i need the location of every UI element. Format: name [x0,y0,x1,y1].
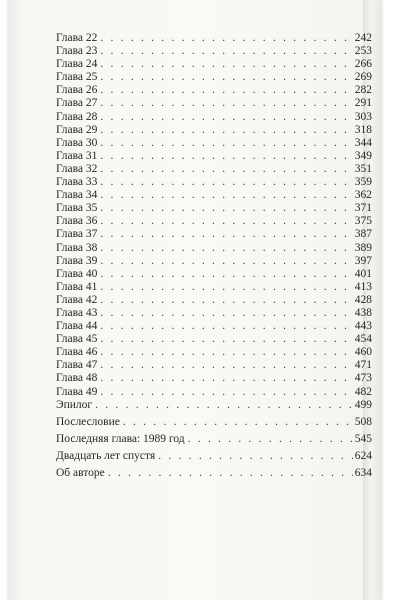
toc-entry-title: Эпилог [56,398,93,411]
toc-entry [56,399,372,412]
toc-entry-title: Глава 28 [56,110,98,123]
toc-entry-page: 266 [354,58,372,71]
toc-entry [56,215,372,228]
toc-entry [56,45,372,58]
toc-entry [56,137,372,150]
toc-entry-page: 473 [354,372,372,385]
toc-entry-title: Глава 41 [56,280,98,293]
toc-entry-title: Глава 24 [56,58,98,71]
toc-entry-page: 269 [354,71,372,84]
toc-entry-page: 499 [354,398,372,411]
toc-entry-page: 344 [354,136,372,149]
toc-leader-dots [100,333,353,346]
table-of-contents [56,32,372,480]
toc-entry [56,97,372,110]
toc-entry [56,176,372,189]
toc-leader-dots [158,450,353,463]
toc-entry-page: 389 [354,241,372,254]
toc-leader-dots [100,58,353,71]
toc-entry-title: Глава 26 [56,84,98,97]
toc-leader-dots [100,97,353,110]
toc-entry-title: Глава 25 [56,71,98,84]
toc-leader-dots [123,416,353,429]
toc-entry-page: 387 [354,228,372,241]
toc-entry [56,202,372,215]
toc-entry [56,450,372,463]
toc-entry [56,294,372,307]
toc-entry-title: Глава 40 [56,267,98,280]
toc-entry-title: Глава 31 [56,149,98,162]
toc-entry-title: Глава 36 [56,215,98,228]
toc-leader-dots [100,124,353,137]
toc-leader-dots [100,189,353,202]
toc-entry-page: 428 [354,293,372,306]
toc-entry [56,268,372,281]
toc-leader-dots [108,467,353,480]
toc-entry-title: Глава 30 [56,136,98,149]
toc-leader-dots [100,45,353,58]
toc-entry [56,32,372,45]
toc-entry-page: 359 [354,176,372,189]
toc-entry [56,163,372,176]
toc-entry-title: Глава 49 [56,385,98,398]
toc-entry-page: 624 [354,449,372,462]
toc-leader-dots [100,150,353,163]
toc-entry [56,111,372,124]
toc-entry-page: 401 [354,267,372,280]
toc-entry-title: Последняя глава: 1989 год [56,432,185,445]
toc-entry-page: 413 [354,280,372,293]
toc-entry [56,433,372,446]
toc-entry-page: 351 [354,162,372,175]
toc-entry-title: Глава 45 [56,333,98,346]
toc-entry [56,333,372,346]
toc-entry-page: 253 [354,45,372,58]
toc-leader-dots [95,399,353,412]
toc-entry [56,467,372,480]
toc-leader-dots [100,176,353,189]
toc-entry [56,416,372,429]
toc-entry-title: Глава 46 [56,346,98,359]
toc-entry [56,386,372,399]
toc-entry [56,307,372,320]
toc-entry-page: 443 [354,320,372,333]
toc-entry-page: 454 [354,333,372,346]
toc-entry-title: Послесловие [56,415,120,428]
toc-leader-dots [100,268,353,281]
toc-entry-page: 291 [354,97,372,110]
toc-leader-dots [100,281,353,294]
toc-entry-title: Глава 27 [56,97,98,110]
toc-entry-page: 349 [354,149,372,162]
toc-entry-title: Глава 34 [56,189,98,202]
toc-entry [56,71,372,84]
toc-entry-page: 545 [354,432,372,445]
toc-entry [56,359,372,372]
toc-entry-page: 634 [354,467,372,479]
toc-entry-title: Глава 35 [56,202,98,215]
toc-entry-title: Двадцать лет спустя [56,449,156,462]
toc-entry-title: Глава 32 [56,162,98,175]
toc-entry [56,150,372,163]
toc-leader-dots [100,215,353,228]
toc-entry [56,58,372,71]
toc-entry-page: 282 [354,84,372,97]
toc-entry-title: Глава 22 [56,32,98,44]
toc-entry-title: Глава 37 [56,228,98,241]
toc-entry [56,228,372,241]
toc-entry-page: 508 [354,415,372,428]
book-page [8,0,382,600]
toc-entry-title: Глава 39 [56,254,98,267]
toc-leader-dots [100,71,353,84]
toc-entry-page: 371 [354,202,372,215]
toc-entry [56,346,372,359]
toc-leader-dots [100,320,353,333]
toc-entry-page: 471 [354,359,372,372]
toc-entry-title: Об авторе [56,467,105,479]
toc-entry-page: 362 [354,189,372,202]
toc-leader-dots [100,386,353,399]
toc-leader-dots [100,202,353,215]
toc-entry-page: 242 [354,32,372,44]
toc-leader-dots [100,228,353,241]
toc-entry-title: Глава 48 [56,372,98,385]
toc-entry [56,242,372,255]
toc-entry-title: Глава 23 [56,45,98,58]
toc-entry-title: Глава 44 [56,320,98,333]
toc-entry [56,255,372,268]
toc-entry-title: Глава 43 [56,306,98,319]
toc-leader-dots [100,111,353,124]
toc-entry-page: 397 [354,254,372,267]
toc-entry-page: 303 [354,110,372,123]
toc-leader-dots [100,359,353,372]
toc-leader-dots [100,307,353,320]
toc-leader-dots [100,32,353,45]
toc-entry [56,372,372,385]
toc-leader-dots [100,255,353,268]
toc-entry [56,320,372,333]
toc-leader-dots [100,242,353,255]
toc-leader-dots [100,84,353,97]
toc-entry-page: 460 [354,346,372,359]
toc-entry-title: Глава 38 [56,241,98,254]
toc-leader-dots [100,163,353,176]
toc-leader-dots [100,137,353,150]
toc-entry [56,189,372,202]
toc-entry [56,84,372,97]
toc-entry-title: Глава 29 [56,123,98,136]
toc-leader-dots [100,372,353,385]
toc-entry-page: 375 [354,215,372,228]
toc-leader-dots [188,433,353,446]
toc-entry [56,124,372,137]
toc-leader-dots [100,346,353,359]
toc-entry-title: Глава 47 [56,359,98,372]
toc-entry [56,281,372,294]
toc-leader-dots [100,294,353,307]
toc-entry-page: 482 [354,385,372,398]
toc-entry-page: 318 [354,123,372,136]
toc-entry-page: 438 [354,306,372,319]
toc-entry-title: Глава 42 [56,293,98,306]
toc-entry-title: Глава 33 [56,176,98,189]
